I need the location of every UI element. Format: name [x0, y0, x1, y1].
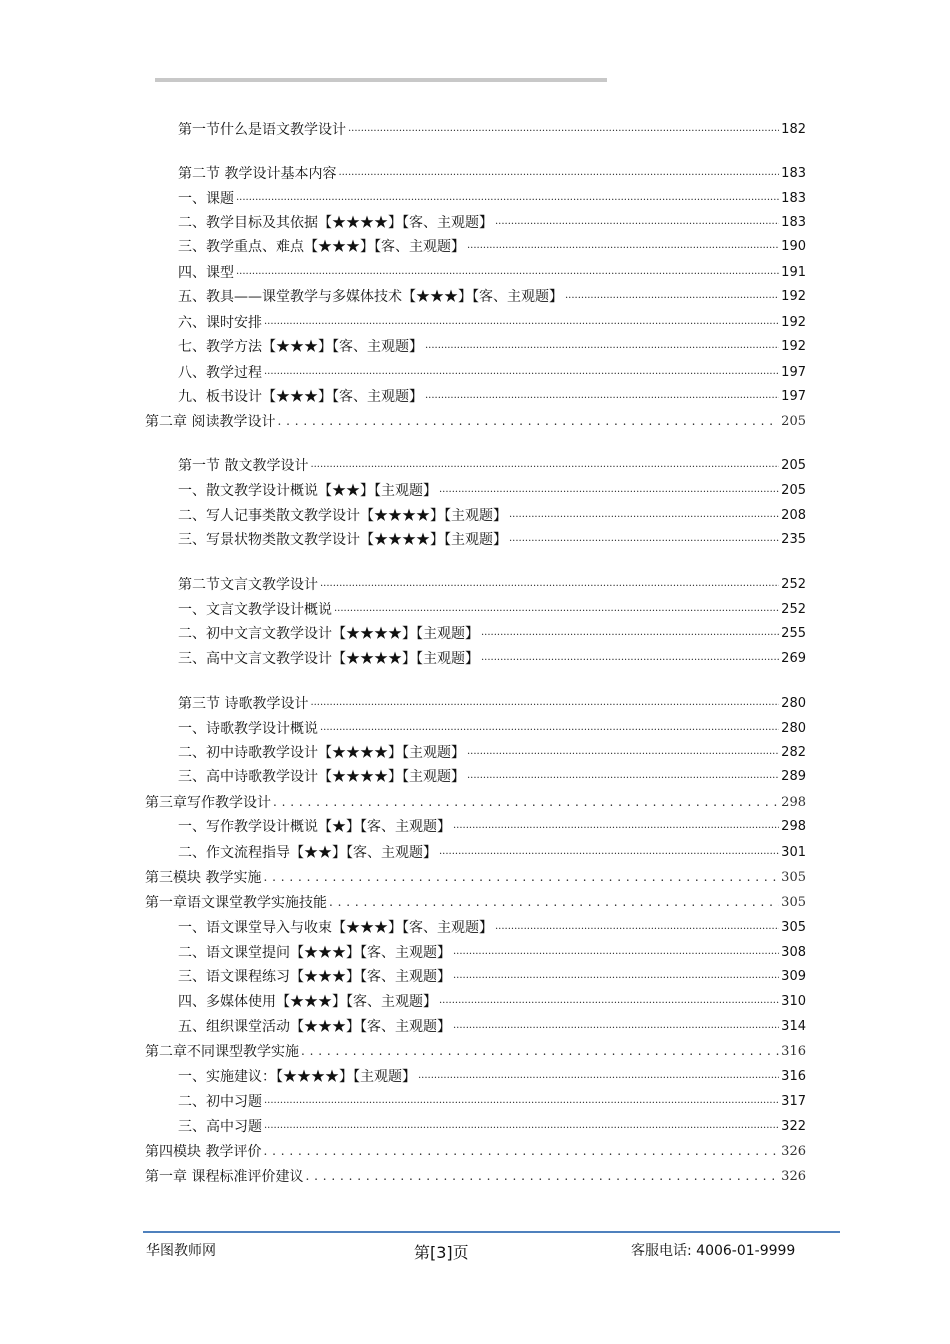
- toc-dot-leader: [263, 872, 779, 884]
- toc-entry-title: 二、初中习题: [178, 1094, 262, 1110]
- toc-entry-page-number: 305: [781, 870, 806, 885]
- toc-dot-leader: [320, 723, 779, 735]
- toc-entry-page-number: 282: [781, 745, 806, 760]
- toc-entry-title: 二、教学目标及其依据【★★★★】【客、主观题】: [178, 215, 493, 231]
- toc-entry-page-number: 192: [781, 339, 806, 354]
- toc-entry-title: 六、课时安排: [178, 315, 262, 331]
- toc-dot-leader: [509, 534, 779, 546]
- toc-entry-title: 三、语文课程练习【★★★】【客、主观题】: [178, 969, 451, 985]
- toc-entry-page-number: 289: [781, 769, 806, 784]
- toc-entry-chapter[interactable]: [145, 791, 806, 813]
- toc-entry-item[interactable]: [178, 647, 806, 669]
- toc-entry-page-number: 208: [781, 508, 806, 523]
- toc-entry-item[interactable]: [178, 741, 806, 763]
- toc-entry-chapter[interactable]: [145, 410, 806, 432]
- toc-entry-page-number: 305: [781, 895, 806, 910]
- toc-entry-title: 一、语文课堂导入与收束【★★★】【客、主观题】: [178, 920, 493, 936]
- toc-entry-item[interactable]: [178, 598, 806, 620]
- toc-dot-leader: [425, 391, 779, 403]
- toc-dot-leader: [453, 971, 779, 983]
- toc-entry-item[interactable]: [178, 717, 806, 739]
- toc-entry-page-number: 255: [781, 626, 806, 641]
- toc-entry-item[interactable]: [178, 815, 806, 837]
- toc-entry-section[interactable]: [178, 162, 806, 184]
- toc-entry-page-number: 309: [781, 969, 806, 984]
- toc-entry-item[interactable]: [178, 765, 806, 787]
- toc-entry-title: 三、写景状物类散文教学设计【★★★★】【主观题】: [178, 532, 507, 548]
- toc-entry-page-number: 192: [781, 315, 806, 330]
- toc-entry-title: 第一节 散文教学设计: [178, 458, 309, 474]
- toc-entry-page-number: 269: [781, 651, 806, 666]
- toc-dot-leader: [453, 1021, 779, 1033]
- toc-entry-title: 一、写作教学设计概说【★】【客、主观题】: [178, 819, 451, 835]
- toc-entry-section[interactable]: [178, 692, 806, 714]
- toc-entry-title: 第一章语文课堂教学实施技能: [145, 895, 327, 911]
- toc-entry-item[interactable]: [178, 841, 806, 863]
- toc-entry-title: 第三节 诗歌教学设计: [178, 696, 309, 712]
- toc-dot-leader: [439, 847, 779, 859]
- toc-entry-title: 三、教学重点、难点【★★★】【客、主观题】: [178, 239, 465, 255]
- toc-entry-page-number: 314: [781, 1019, 806, 1034]
- toc-entry-title: 一、诗歌教学设计概说: [178, 721, 318, 737]
- toc-entry-page-number: 197: [781, 389, 806, 404]
- toc-entry-page-number: 316: [781, 1069, 806, 1084]
- toc-entry-title: 一、课题: [178, 191, 234, 207]
- toc-entry-page-number: 183: [781, 215, 806, 230]
- toc-dot-leader: [425, 341, 779, 353]
- toc-dot-leader: [495, 217, 779, 229]
- toc-entry-title: 三、高中诗歌教学设计【★★★★】【主观题】: [178, 769, 465, 785]
- toc-dot-leader: [565, 291, 779, 303]
- toc-entry-item[interactable]: [178, 1090, 806, 1112]
- toc-entry-title: 二、写人记事类散文教学设计【★★★★】【主观题】: [178, 508, 507, 524]
- toc-entry-item[interactable]: [178, 504, 806, 526]
- toc-entry-title: 二、作文流程指导【★★】【客、主观题】: [178, 845, 437, 861]
- toc-entry-title: 第二节 教学设计基本内容: [178, 166, 337, 182]
- toc-entry-title: 第三模块 教学实施: [145, 870, 262, 886]
- toc-entry-item[interactable]: [178, 385, 806, 407]
- toc-dot-leader: [264, 1121, 779, 1133]
- toc-entry-title: 二、初中诗歌教学设计【★★★★】【主观题】: [178, 745, 465, 761]
- toc-entry-page-number: 191: [781, 265, 806, 280]
- toc-entry-page-number: 316: [781, 1044, 806, 1059]
- toc-entry-item[interactable]: [178, 941, 806, 963]
- footer-hotline: 客服电话: 4006-01-9999: [631, 1243, 796, 1259]
- toc-entry-page-number: 280: [781, 721, 806, 736]
- toc-entry-item[interactable]: [178, 211, 806, 233]
- toc-entry-page-number: 298: [781, 795, 806, 810]
- toc-entry-title: 四、课型: [178, 265, 234, 281]
- footer-divider: [143, 1231, 840, 1233]
- toc-dot-leader: [453, 821, 779, 833]
- toc-entry-title: 七、教学方法【★★★】【客、主观题】: [178, 339, 423, 355]
- toc-dot-leader: [320, 579, 779, 591]
- toc-entry-title: 第二章不同课型教学实施: [145, 1044, 299, 1060]
- toc-dot-leader: [310, 460, 779, 472]
- toc-entry-section[interactable]: [178, 454, 806, 476]
- toc-entry-page-number: 205: [781, 483, 806, 498]
- toc-entry-title: 三、高中习题: [178, 1119, 262, 1135]
- toc-entry-item[interactable]: [178, 528, 806, 550]
- toc-dot-leader: [329, 897, 779, 909]
- toc-entry-page-number: 326: [781, 1169, 806, 1184]
- toc-entry-page-number: 280: [781, 696, 806, 711]
- header-divider: [155, 78, 607, 82]
- toc-dot-leader: [509, 510, 779, 522]
- toc-entry-page-number: 252: [781, 577, 806, 592]
- toc-entry-page-number: 183: [781, 166, 806, 181]
- toc-entry-item[interactable]: [178, 311, 806, 333]
- toc-entry-page-number: 235: [781, 532, 806, 547]
- toc-entry-page-number: 317: [781, 1094, 806, 1109]
- toc-entry-chapter[interactable]: [145, 1140, 806, 1162]
- toc-entry-page-number: 205: [781, 458, 806, 473]
- toc-entry-title: 五、组织课堂活动【★★★】【客、主观题】: [178, 1019, 451, 1035]
- toc-dot-leader: [277, 416, 779, 428]
- toc-entry-page-number: 298: [781, 819, 806, 834]
- toc-dot-leader: [236, 193, 779, 205]
- toc-entry-item[interactable]: [178, 990, 806, 1012]
- toc-dot-leader: [495, 922, 779, 934]
- toc-entry-title: 第二章 阅读教学设计: [145, 414, 276, 430]
- toc-entry-item[interactable]: [178, 187, 806, 209]
- toc-entry-page-number: 305: [781, 920, 806, 935]
- toc-entry-title: 一、实施建议：【★★★★】【主观题】: [178, 1069, 416, 1085]
- toc-entry-title: 九、板书设计【★★★】【客、主观题】: [178, 389, 423, 405]
- toc-entry-page-number: 190: [781, 239, 806, 254]
- toc-dot-leader: [236, 267, 779, 279]
- toc-entry-title: 一、散文教学设计概说【★★】【主观题】: [178, 483, 437, 499]
- toc-entry-title: 第二节文言文教学设计: [178, 577, 318, 593]
- toc-entry-page-number: 322: [781, 1119, 806, 1134]
- footer-page-number: 第[3]页: [414, 1243, 469, 1262]
- toc-dot-leader: [481, 653, 779, 665]
- toc-entry-item[interactable]: [178, 235, 806, 257]
- toc-dot-leader: [481, 628, 779, 640]
- toc-dot-leader: [273, 797, 779, 809]
- toc-entry-title: 二、语文课堂提问【★★★】【客、主观题】: [178, 945, 451, 961]
- toc-entry-item[interactable]: [178, 261, 806, 283]
- toc-dot-leader: [467, 241, 779, 253]
- toc-entry-page-number: 326: [781, 1144, 806, 1159]
- toc-dot-leader: [301, 1046, 779, 1058]
- toc-entry-item[interactable]: [178, 1015, 806, 1037]
- toc-dot-leader: [467, 747, 779, 759]
- toc-entry-item[interactable]: [178, 916, 806, 938]
- toc-entry-item[interactable]: [178, 479, 806, 501]
- toc-dot-leader: [334, 604, 779, 616]
- toc-dot-leader: [264, 1096, 779, 1108]
- toc-entry-title: 第一节什么是语文教学设计: [178, 122, 346, 138]
- toc-dot-leader: [264, 367, 779, 379]
- toc-entry-title: 四、多媒体使用【★★★】【客、主观题】: [178, 994, 437, 1010]
- toc-dot-leader: [439, 996, 779, 1008]
- toc-dot-leader: [305, 1171, 779, 1183]
- toc-entry-page-number: 252: [781, 602, 806, 617]
- toc-entry-title: 八、教学过程: [178, 365, 262, 381]
- toc-entry-page-number: 192: [781, 289, 806, 304]
- toc-entry-item[interactable]: [178, 1065, 806, 1087]
- toc-dot-leader: [310, 698, 779, 710]
- toc-entry-page-number: 182: [781, 122, 806, 137]
- toc-entry-title: 第四模块 教学评价: [145, 1144, 262, 1160]
- toc-dot-leader: [439, 485, 779, 497]
- toc-entry-page-number: 301: [781, 845, 806, 860]
- toc-dot-leader: [264, 317, 779, 329]
- toc-entry-title: 一、文言文教学设计概说: [178, 602, 332, 618]
- toc-entry-page-number: 183: [781, 191, 806, 206]
- toc-entry-page-number: 205: [781, 414, 806, 429]
- toc-entry-chapter[interactable]: [145, 1165, 806, 1187]
- toc-entry-title: 第三章写作教学设计: [145, 795, 271, 811]
- toc-entry-item[interactable]: [178, 335, 806, 357]
- toc-entry-item[interactable]: [178, 622, 806, 644]
- toc-entry-page-number: 197: [781, 365, 806, 380]
- toc-entry-item[interactable]: [178, 285, 806, 307]
- toc-dot-leader: [467, 771, 779, 783]
- toc-entry-page-number: 308: [781, 945, 806, 960]
- toc-entry-chapter[interactable]: [145, 866, 806, 888]
- toc-entry-title: 第一章 课程标准评价建议: [145, 1169, 304, 1185]
- toc-entry-title: 三、高中文言文教学设计【★★★★】【主观题】: [178, 651, 479, 667]
- toc-entry-section[interactable]: [178, 118, 806, 140]
- toc-dot-leader: [418, 1071, 779, 1083]
- toc-dot-leader: [453, 947, 779, 959]
- toc-entry-page-number: 310: [781, 994, 806, 1009]
- toc-dot-leader: [263, 1146, 779, 1158]
- toc-entry-chapter[interactable]: [145, 1040, 806, 1062]
- toc-entry-item[interactable]: [178, 361, 806, 383]
- toc-entry-title: 二、初中文言文教学设计【★★★★】【主观题】: [178, 626, 479, 642]
- toc-entry-title: 五、教具——课堂教学与多媒体技术【★★★】【客、主观题】: [178, 289, 563, 305]
- toc-entry-chapter[interactable]: [145, 891, 806, 913]
- footer-site-name: 华图教师网: [146, 1243, 216, 1259]
- toc-dot-leader: [348, 124, 779, 136]
- toc-entry-item[interactable]: [178, 1115, 806, 1137]
- toc-dot-leader: [338, 168, 779, 180]
- toc-entry-item[interactable]: [178, 965, 806, 987]
- toc-entry-section[interactable]: [178, 573, 806, 595]
